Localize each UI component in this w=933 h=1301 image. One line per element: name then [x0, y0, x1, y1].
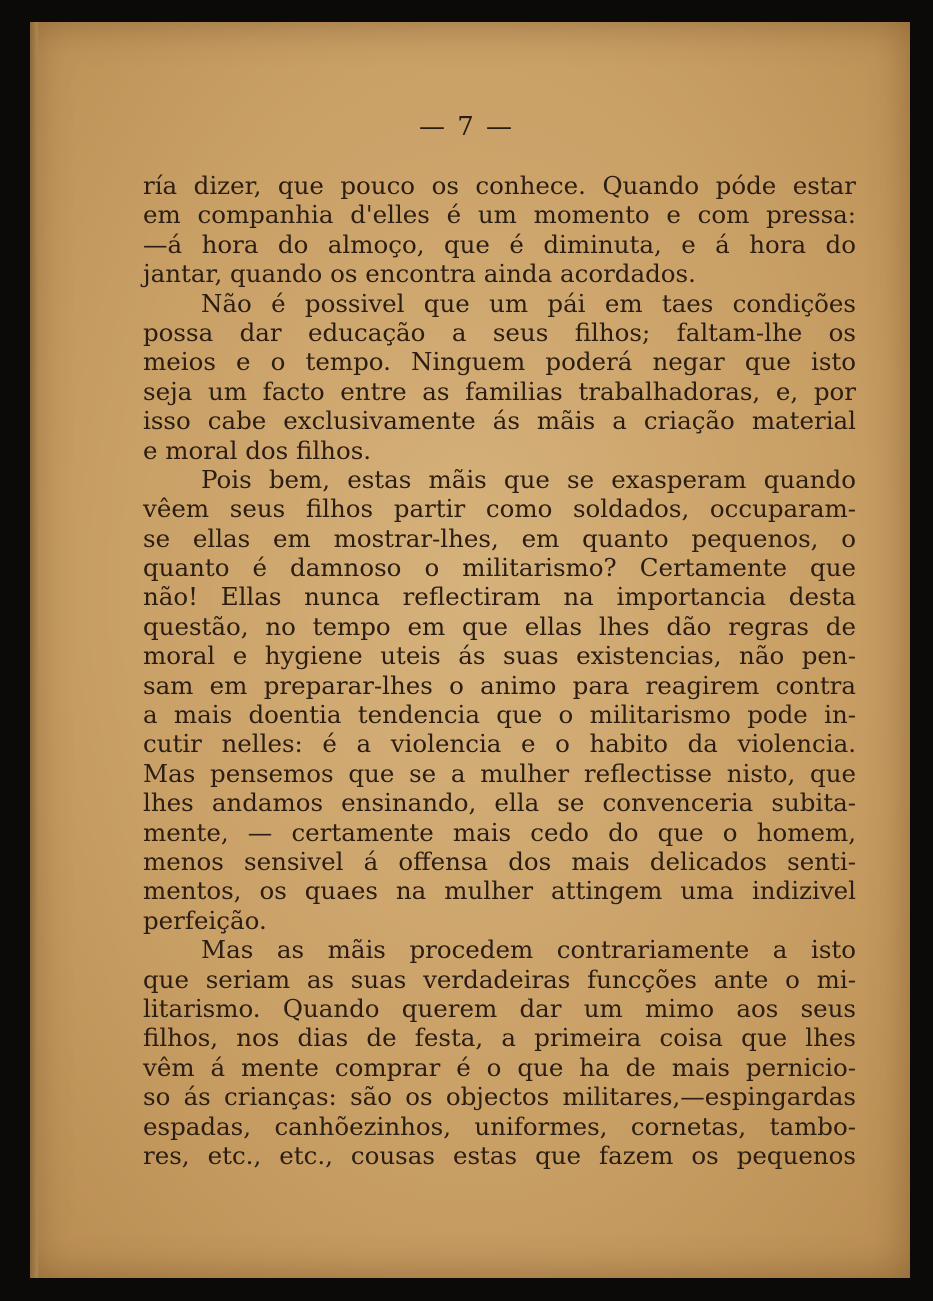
text-line: moral e hygiene uteis ás suas existencias, não pen- — [143, 641, 856, 671]
text-line: que seriam as suas verdadeiras funcções ante o mi- — [143, 964, 856, 994]
text-line: so ás crianças: são os objectos militares,—espingardas — [143, 1082, 856, 1112]
text-line: litarismo. Quando querem dar um mimo aos seus — [143, 993, 856, 1023]
text-line: Não é possivel que um pái em taes condições — [201, 288, 856, 318]
text-line: não! Ellas nunca reflectiram na importancia desta — [143, 582, 856, 612]
text-line: se ellas em mostrar-lhes, em quanto pequenos, o — [143, 523, 856, 553]
text-line: questão, no tempo em que ellas lhes dão regras de — [143, 611, 856, 641]
text-line: —á hora do almoço, que é diminuta, e á hora do — [143, 229, 856, 259]
text-line: jantar, quando os encontra ainda acordados. — [143, 259, 696, 289]
page-binding-edge — [30, 22, 38, 1278]
text-line: perfeição. — [143, 905, 267, 935]
text-line: Mas as mãis procedem contrariamente a isto — [201, 935, 856, 965]
text-line: ría dizer, que pouco os conhece. Quando póde estar — [143, 171, 856, 200]
text-line: res, etc., etc., cousas estas que fazem os pequenos — [143, 1140, 856, 1170]
text-line: Mas pensemos que se a mulher reflectisse nisto, que — [143, 758, 856, 788]
text-line: cutir nelles: é a violencia e o habito da violencia. — [143, 729, 856, 759]
text-line: a mais doentia tendencia que o militarismo pode in- — [143, 700, 856, 730]
page-number: — 7 — — [418, 112, 515, 142]
text-line: vêem seus filhos partir como soldados, occuparam- — [143, 494, 856, 524]
text-line: mentos, os quaes na mulher attingem uma indizivel — [143, 876, 856, 906]
text-line: vêm á mente comprar é o que ha de mais pernicio- — [143, 1052, 856, 1082]
body-text — [143, 171, 856, 1170]
text-line: menos sensivel á offensa dos mais delicados senti- — [143, 846, 856, 876]
text-line: filhos, nos dias de festa, a primeira coisa que lhes — [143, 1023, 856, 1053]
text-line: e moral dos filhos. — [143, 435, 372, 465]
text-line: espadas, canhõezinhos, uniformes, cornetas, tambo- — [143, 1111, 856, 1141]
text-line: quanto é damnoso o militarismo? Certamente que — [143, 553, 856, 583]
text-line: mente, — certamente mais cedo do que o homem, — [143, 817, 856, 847]
text-line: isso cabe exclusivamente ás mãis a criação material — [143, 406, 856, 436]
text-line: Pois bem, estas mãis que se exasperam quando — [201, 464, 856, 494]
text-line: sam em preparar-lhes o animo para reagirem contra — [143, 670, 856, 700]
text-line: possa dar educação a seus filhos; faltam-lhe os — [143, 317, 856, 347]
text-line: em companhia d'elles é um momento e com pressa: — [143, 200, 856, 230]
text-line: meios e o tempo. Ninguem poderá negar que isto — [143, 347, 856, 377]
text-line: seja um facto entre as familias trabalhadoras, e, por — [143, 376, 856, 406]
text-line: lhes andamos ensinando, ella se convenceria subita- — [143, 788, 856, 818]
